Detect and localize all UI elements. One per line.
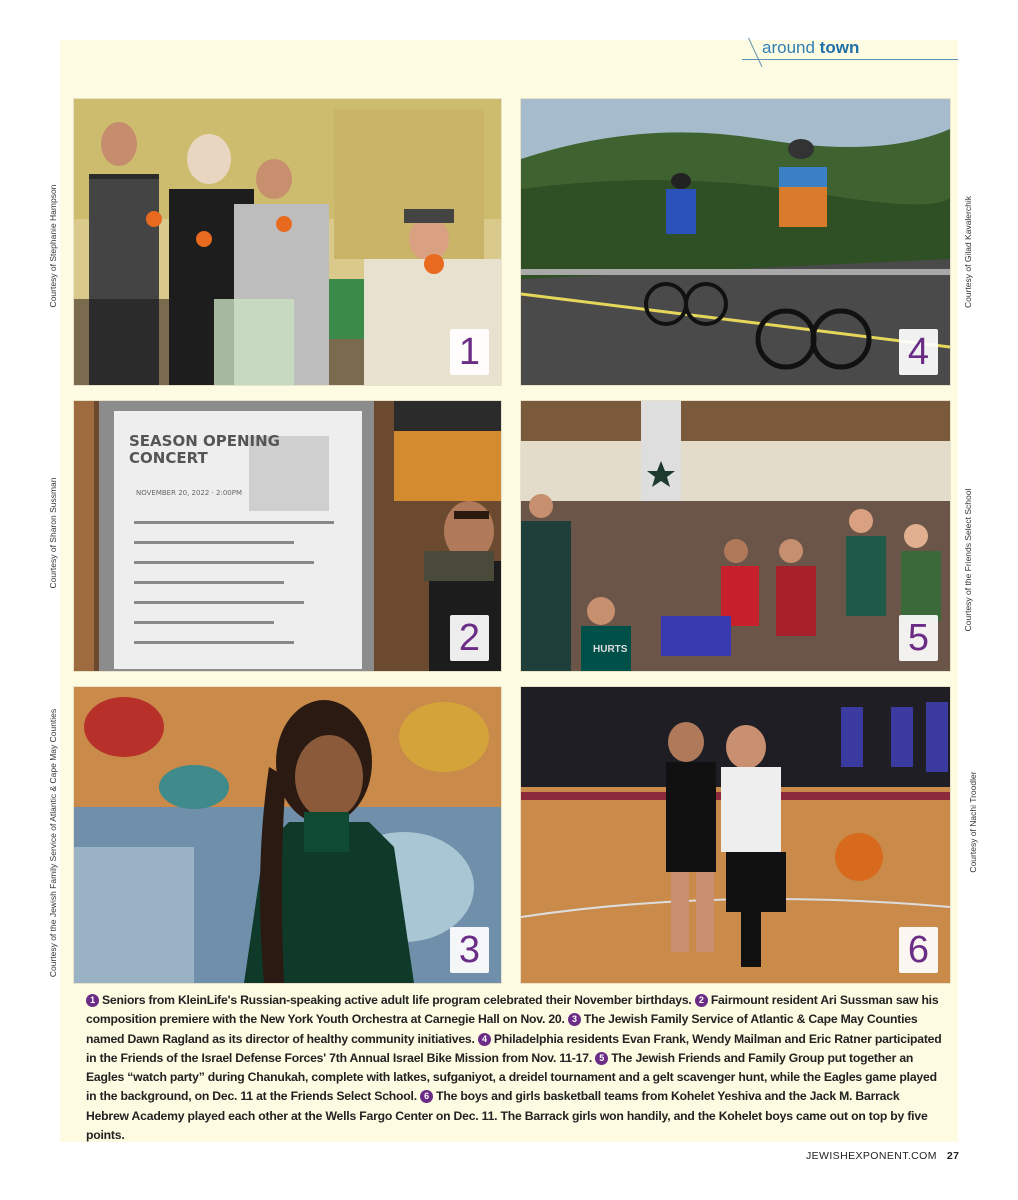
photo-credit-6: Courtesy of Nachi Troodler [968,771,978,873]
seniors-image [74,99,501,385]
section-prefix: around [762,38,815,57]
caption-number: 3 [568,1013,581,1026]
caption-number: 4 [478,1033,491,1046]
caption-number: 2 [695,994,708,1007]
photo-seniors [73,98,502,386]
photo-number: 2 [450,615,489,661]
poster-title-line2: CONCERT [129,449,208,467]
bike-image [521,99,950,385]
caption-text: Fairmount resident Ari Sussman saw his composition premiere with the New York Youth Orchestra at Carnegie Hall on Nov. 20. [86,993,939,1027]
poster-title [129,433,280,467]
page-number: 27 [946,1150,960,1162]
section-header [762,38,859,58]
caption-text: Philadelphia residents Evan Frank, Wendy Mailman and Eric Ratner participated in the Friends of the Israel Defense Forces' 7th Annual Israel Bike Mission from Nov. 11-17. [86,1031,942,1065]
poster-date: NOVEMBER 20, 2022 · 2:00PM [136,489,243,497]
header-rule [742,59,958,60]
basketball-image [521,687,950,983]
photo-bike-ride [520,98,951,386]
poster-title-line1: SEASON OPENING [129,432,280,450]
portrait-image [74,687,501,983]
photo-credit-5: Courtesy of the Friends Select School [963,488,973,632]
caption-number: 5 [595,1052,608,1065]
photo-caption [86,991,942,1145]
caption-text: Seniors from KleinLife's Russian-speaking active adult life program celebrated their November birthdays. [102,993,692,1007]
photo-number: 1 [450,329,489,375]
photo-basketball [520,686,951,984]
photo-number: 5 [899,615,938,661]
photo-portrait [73,686,502,984]
page-footer [806,1150,959,1162]
photo-credit-3: Courtesy of the Jewish Family Service of Atlantic & Cape May Counties [48,708,58,978]
section-bold: town [819,38,860,57]
photo-eagles-party [520,400,951,672]
caption-text: The Jewish Friends and Family Group put together an Eagles “watch party” during Chanukah, complete with latkes, sufganiyot, a dreidel tournament and a gelt scavenger hunt, while the Eagles game played in the background, on Dec. 11 at the Friends Select School. [86,1050,937,1104]
caption-number: 1 [86,994,99,1007]
jersey-text: HURTS [593,644,628,655]
party-image [521,401,950,671]
footer-site: JEWISHEXPONENT.COM [806,1150,937,1162]
caption-text: The boys and girls basketball teams from Kohelet Yeshiva and the Jack M. Barrack Hebrew Academy played each other at the Wells Fargo Center on Dec. 11. The Barrack girls won handily, and the Kohelet boys came out on top by five points. [86,1089,928,1143]
photo-credit-4: Courtesy of Gilad Kavalerchik [963,196,973,308]
caption-number: 6 [420,1090,433,1103]
photo-credit-1: Courtesy of Stephanie Hampson [48,184,58,308]
caption-text: The Jewish Family Service of Atlantic & Cape May Counties named Dawn Ragland as its director of healthy community initiatives. [86,1012,918,1046]
photo-credit-2: Courtesy of Sharon Sussman [48,477,58,589]
photo-number: 6 [899,927,938,973]
photo-number: 4 [899,329,938,375]
photo-number: 3 [450,927,489,973]
photo-concert-poster [73,400,502,672]
